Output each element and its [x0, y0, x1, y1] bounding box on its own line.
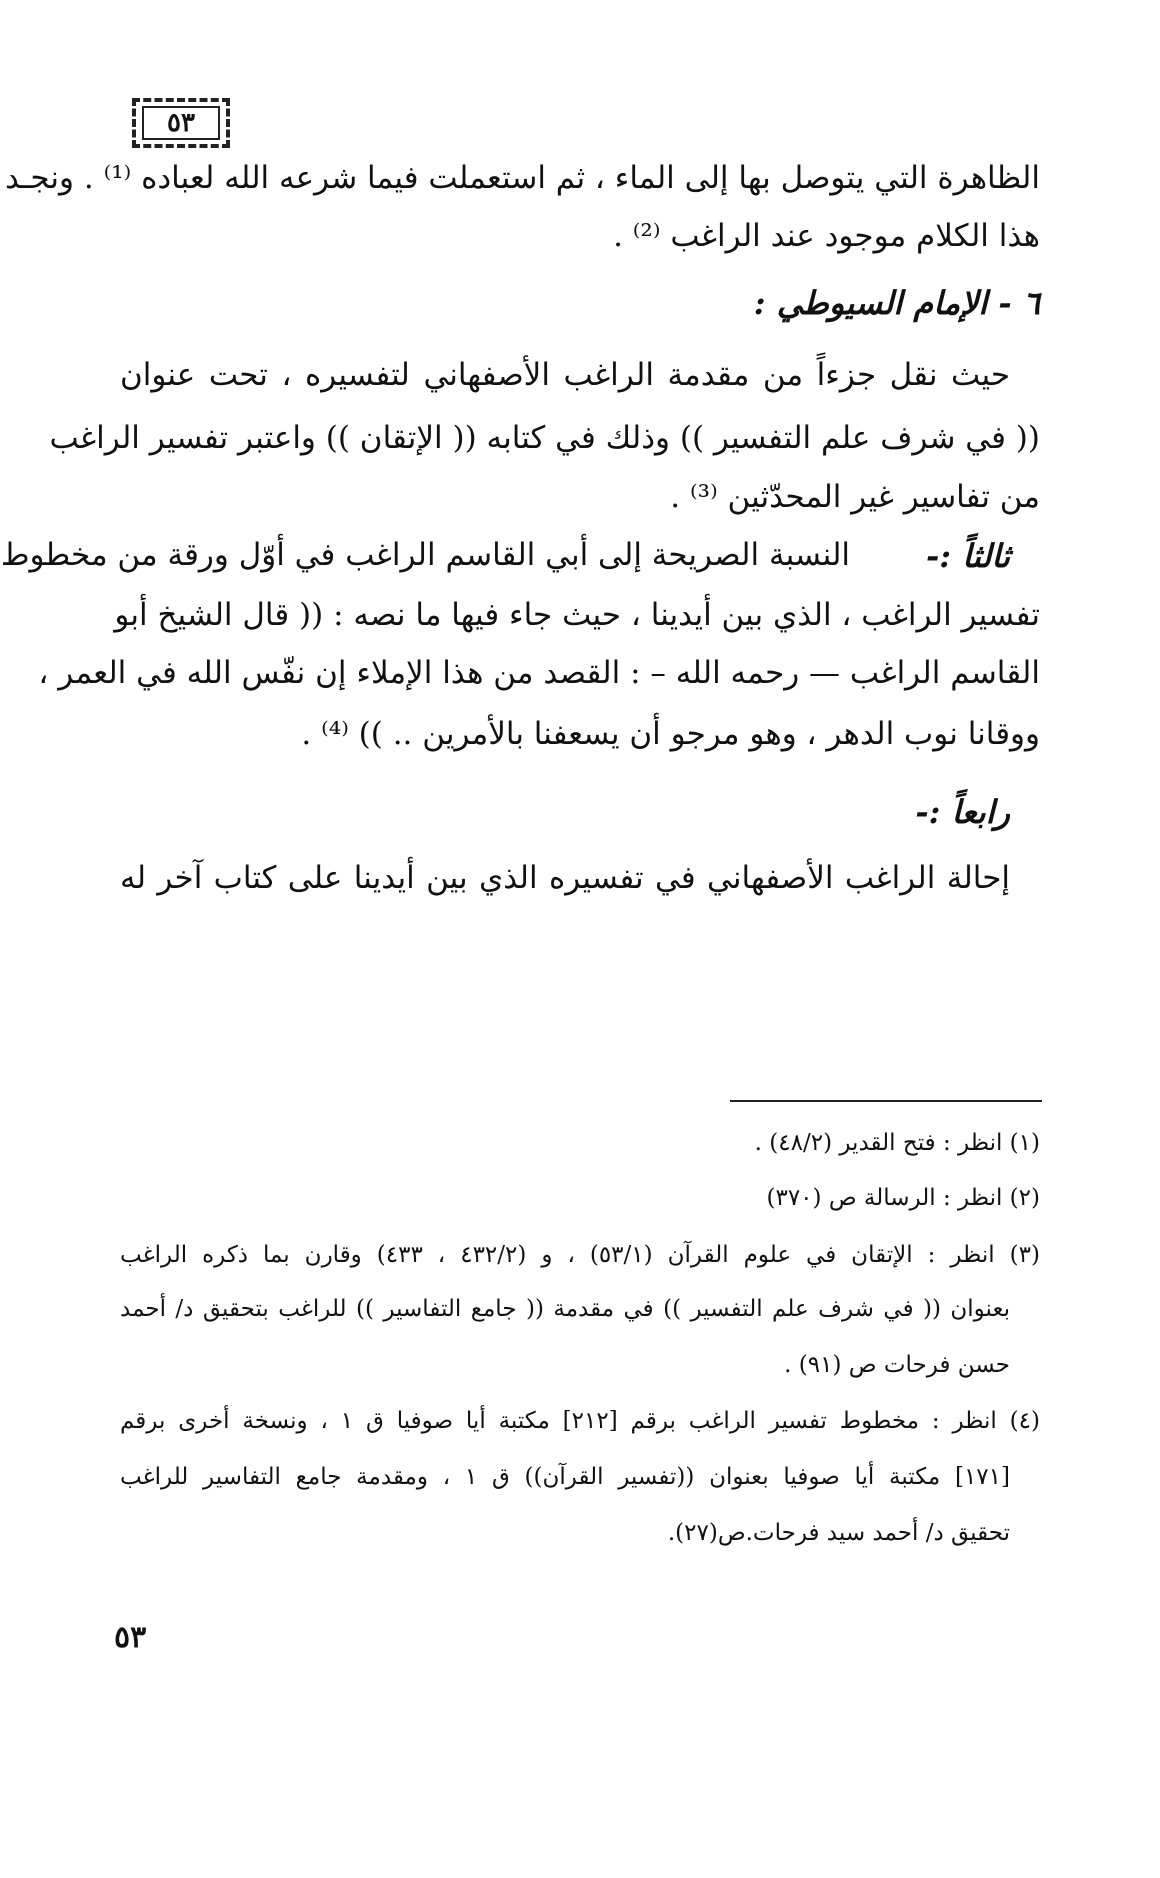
body-line-10: إحالة الراغب الأصفهاني في تفسيره الذي بين أيدينا على كتاب آخر له	[120, 860, 1010, 896]
body-line-1: الظاهرة التي يتوصل بها إلى الماء ، ثم استعملت فيما شرعه الله لعباده ⁽¹⁾ . ونجـد	[5, 160, 1040, 196]
heading-rabian: رابعاً :-	[915, 793, 1010, 831]
page-number-top: ٥٣	[142, 106, 220, 140]
footnote-4-line-3: تحقيق د/ أحمد سيد فرحات.ص(٢٧).	[667, 1520, 1010, 1546]
footnote-separator	[730, 1100, 1042, 1102]
page-number-bottom: ٥٣	[114, 1620, 147, 1655]
footnote-1: (١) انظر : فتح القدير (٤٨/٢) .	[754, 1130, 1040, 1156]
footnote-3-line-1: (٣) انظر : الإتقان في علوم القرآن (٥٣/١) ، و (٤٣٢/٢ ، ٤٣٣) وقارن بما ذكره الراغب	[120, 1242, 1040, 1268]
footnote-3-line-2: بعنوان (( في شرف علم التفسير )) في مقدمة (( جامع التفاسير )) للراغب بتحقيق د/ أحمد	[120, 1296, 1010, 1322]
heading-suyuti: ٦ - الإمام السيوطي :	[753, 284, 1040, 322]
page-number-box	[132, 98, 230, 148]
footnote-2: (٢) انظر : الرسالة ص (٣٧٠)	[766, 1185, 1040, 1211]
body-line-3: حيث نقل جزءاً من مقدمة الراغب الأصفهاني لتفسيره ، تحت عنوان	[120, 357, 1010, 393]
body-line-6: النسبة الصريحة إلى أبي القاسم الراغب في أوّل ورقة من مخطوط	[0, 537, 850, 573]
footnote-4-line-1: (٤) انظر : مخطوط تفسير الراغب برقم [٢١٢] مكتبة أيا صوفيا ق ١ ، ونسخة أخرى برقم	[120, 1408, 1040, 1434]
body-line-8: القاسم الراغب — رحمه الله – : القصد من هذا الإملاء إن نفّس الله في العمر ،	[38, 655, 1040, 691]
footnote-4-line-2: [١٧١] مكتبة أيا صوفيا بعنوان ((تفسير القرآن)) ق ١ ، ومقدمة جامع التفاسير للراغب	[120, 1464, 1010, 1490]
body-line-7: تفسير الراغب ، الذي بين أيدينا ، حيث جاء فيها ما نصه : (( قال الشيخ أبو	[114, 597, 1040, 633]
heading-thalithan: ثالثاً :-	[925, 537, 1010, 575]
footnote-3-line-3: حسن فرحات ص (٩١) .	[784, 1352, 1010, 1378]
body-line-5: من تفاسير غير المحدّثين ⁽³⁾ .	[670, 479, 1040, 515]
body-line-2: هذا الكلام موجود عند الراغب ⁽²⁾ .	[613, 218, 1040, 254]
body-line-4: (( في شرف علم التفسير )) وذلك في كتابه (( الإتقان )) واعتبر تفسير الراغب	[49, 420, 1040, 456]
body-line-9: ووقانا نوب الدهر ، وهو مرجو أن يسعفنا بالأمرين .. )) ⁽⁴⁾ .	[301, 716, 1040, 752]
